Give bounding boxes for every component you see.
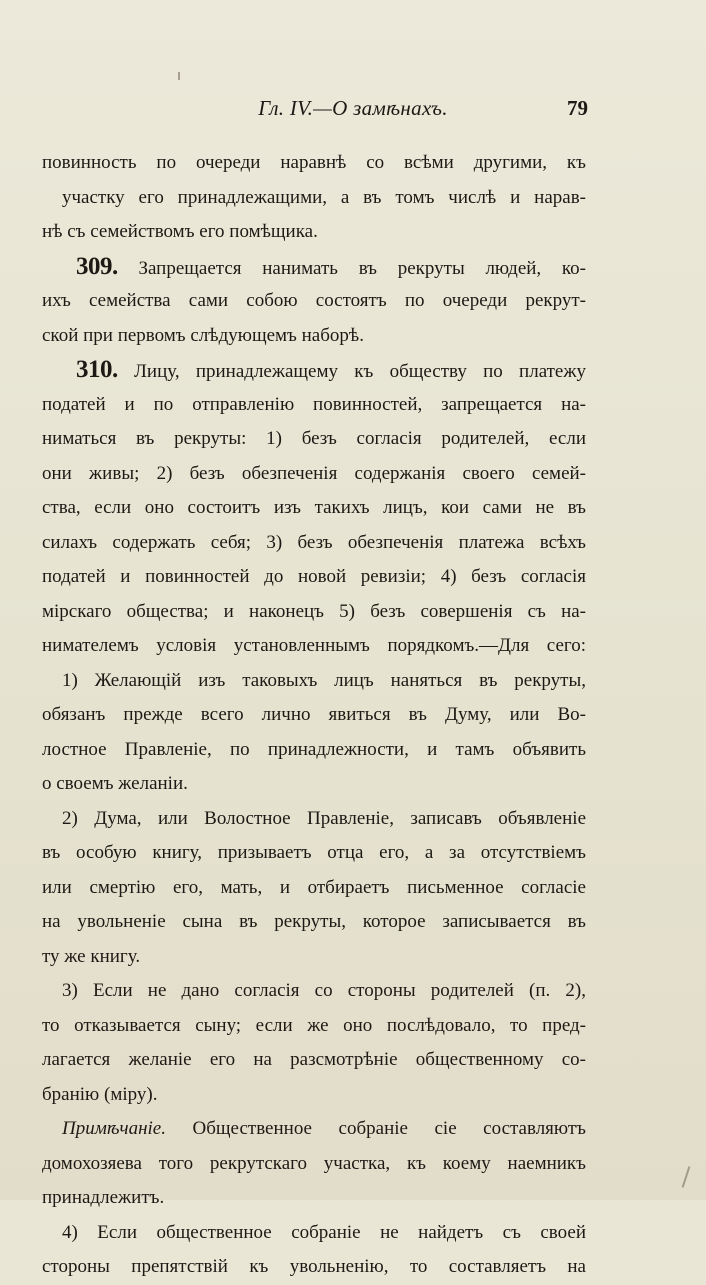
text-line: ихъ семейства сами собою состоятъ по очереди рекрут- [42,290,586,311]
text-line: въ особую книгу, призываетъ отца его, а за отсутствіемъ [42,842,586,863]
text-line: нимателемъ условія установленнымъ порядкомъ.—Для сего: [42,635,586,656]
text-line: на увольненіе сына въ рекруты, которое записывается въ [42,911,586,932]
text-line: 1) Желающій изъ таковыхъ лицъ наняться въ рекруты, [62,669,586,691]
text-line: ниматься въ рекруты: 1) безъ согласія родителей, если [42,428,586,449]
text-line: лостное Правленіе, по принадлежности, и тамъ объявить [42,738,586,760]
text-line: повинность по очереди наравнѣ со всѣми другими, къ [42,152,586,173]
article-text: Запрещается нанимать въ рекруты людей, ко- [138,257,586,279]
text-line: ства, если оно состоитъ изъ такихъ лицъ, кои сами не въ [42,497,586,518]
paper-speck [178,72,180,80]
article-text: Лицу, принадлежащему къ обществу по платежу [134,361,586,382]
text-line: о своемъ желаніи. [42,773,188,794]
article-number: 309. [76,252,118,280]
text-line: нѣ съ семействомъ его помѣщика. [42,221,318,242]
text-line: домохозяева того рекрутскаго участка, къ коему наемникъ [42,1152,586,1174]
article-309-first-line [42,250,586,285]
page-number: 79 [567,96,588,120]
text-line: принадлежитъ. [42,1187,165,1208]
text-line: 3) Если не дано согласія со стороны родителей (п. 2), [62,980,586,1001]
paper-speck [682,1166,691,1188]
note-label: Примѣчаніе. [62,1118,166,1139]
text-line: они живы; 2) безъ обезпеченія содержанія своего семей- [42,462,586,484]
page-text [42,146,586,1285]
note-text: Общественное собраніе сіе составляютъ [192,1118,586,1139]
text-line: ту же книгу. [42,945,141,967]
text-line: стороны препятствій къ увольненію, то составляетъ на [42,1256,586,1277]
text-line: то отказывается сыну; если же оно послѣдовало, то пред- [42,1014,586,1036]
running-head: Гл. IV.—О замѣнахъ. [258,96,448,120]
page-header [0,96,706,130]
text-line: или смертію его, мать, и отбираетъ письменное согласіе [42,876,586,898]
article-number: 310. [76,356,118,383]
text-line: обязанъ прежде всего лично явиться въ Думу, или Во- [42,704,586,725]
text-line: ской при первомъ слѣдующемъ наборѣ. [42,324,364,346]
text-line: лагается желаніе его на разсмотрѣніе общественному со- [42,1049,586,1070]
text-line: силахъ содержать себя; 3) безъ обезпеченія платежа всѣхъ [42,531,586,553]
text-line: податей и по отправленію повинностей, запрещается на- [42,393,586,415]
text-line: 2) Дума, или Волостное Правленіе, записавъ объявленіе [62,807,586,829]
article-310-first-line [42,353,586,388]
note-first-line [42,1112,586,1147]
text-line: участку его принадлежащими, а въ томъ числѣ и нарав- [62,186,586,208]
text-line: 4) Если общественное собраніе не найдетъ съ своей [62,1221,586,1243]
text-line: мірскаго общества; и наконецъ 5) безъ совершенія съ на- [42,600,586,622]
text-line: податей и повинностей до новой ревизіи; 4) безъ согласія [42,566,586,587]
text-line: бранію (міру). [42,1083,158,1105]
